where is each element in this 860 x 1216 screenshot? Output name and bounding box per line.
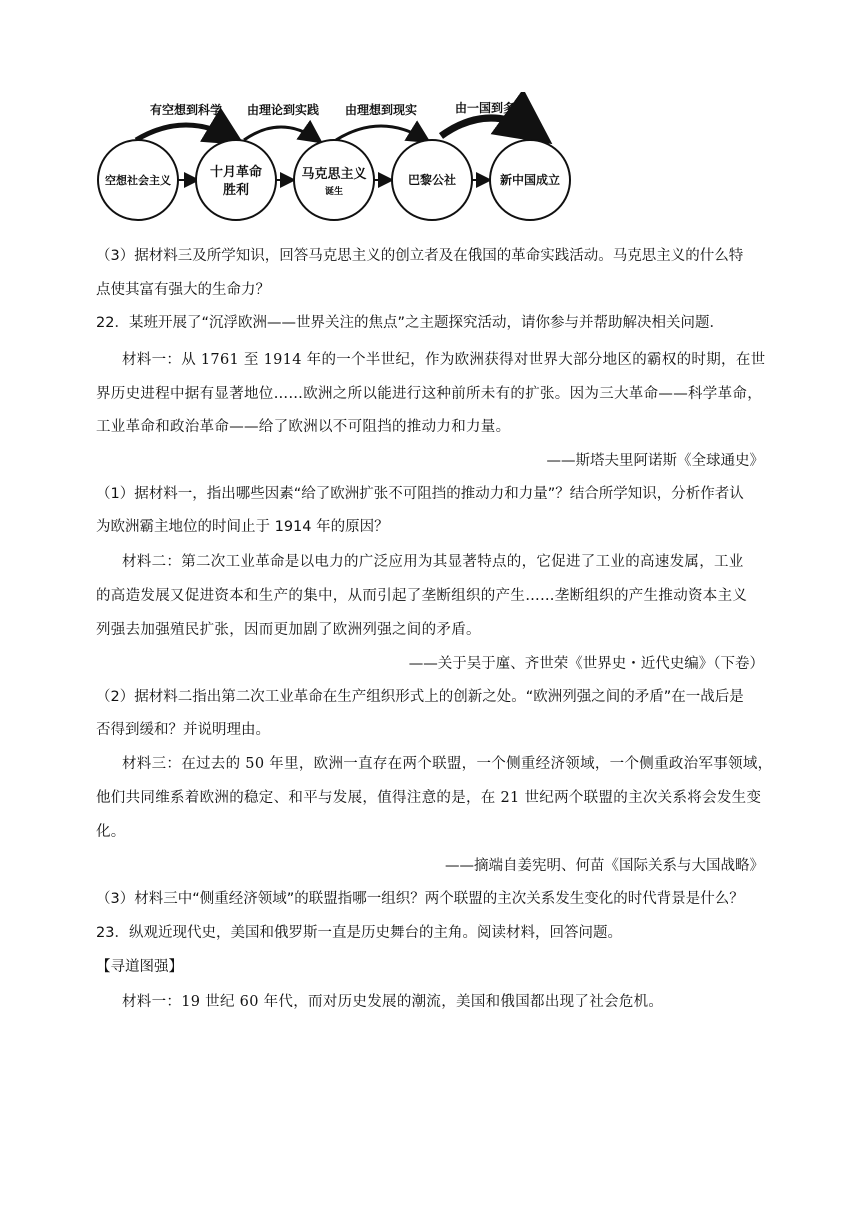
q22-1-line-2: 为欧洲霸主地位的时间止于 1914 年的原因？ [96,519,389,535]
node-label-5: 新中国成立 [499,173,561,187]
material-1-line-3: 工业革命和政治革命——给了欧洲以不可阻挡的推动力和力量。 [96,419,511,435]
material-2-line-1: 材料二：第二次工业革命是以电力的广泛应用为其显著特点的，它促进了工业的高速发属，工业 [122,554,744,570]
curve-arrow-1 [136,125,236,140]
material-1-line-1: 材料一：从 1761 至 1914 年的一个半世纪，作为欧洲获得对世界大部分地区的霸权的时期，在世 [122,352,766,368]
q21-3-line-1: （3）据材料三及所学知识，回答马克思主义的创立者及在俄国的革命实践活动。马克思主义的什么特 [96,248,744,264]
material-3-source: ——摘端自姜宪明、何苗《国际关系与大国战略》 [445,858,764,874]
curve-arrow-4 [441,118,541,136]
material-2-line-2: 的高造发展又促进资本和生产的集中，从而引起了垄断组织的产生……垄断组织的产生推动资本主义 [96,588,748,604]
flow-diagram-svg [96,92,596,232]
arrow-label-2: 由理论到实践 [246,103,320,117]
arrow-label-1: 有空想到科学 [149,103,223,117]
material-2-source: ——关于吴于廑、齐世荣《世界史・近代史编》（下卷） [408,656,764,672]
material-1-line-2: 界历史进程中据有显著地位……欧洲之所以能进行这种前所未有的扩张。因为三大革命——科学革命， [96,386,762,402]
material-2-line-3: 列强去加强殖民扩张，因而更加剧了欧洲列强之间的矛盾。 [96,622,481,638]
node-label-3b: 诞生 [324,187,344,197]
curve-arrow-3 [336,126,426,140]
section-heading: 【寻道图强】 [96,959,183,975]
material-3-line-1: 材料三：在过去的 50 年里，欧洲一直存在两个联盟，一个侧重经济领域，一个侧重政治军事领域， [122,756,773,772]
q22-title: 22．某班开展了“沉浮欧洲——世界关注的焦点”之主题探究活动，请你参与并帮助解决相关问题． [96,315,724,331]
node-label-3a: 马克思主义 [301,167,367,182]
arrow-label-4: 由一国到多国 [454,101,528,115]
node-label-2b: 胜利 [222,183,250,198]
node-label-1: 空想社会主义 [105,174,171,187]
q23-title: 23．纵观近现代史，美国和俄罗斯一直是历史舞台的主角。阅读材料，回答问题。 [96,925,622,941]
node-label-4: 巴黎公社 [407,173,457,187]
curve-arrow-2 [244,127,318,140]
material-3-line-3: 化。 [96,824,126,840]
q22-2-line-2: 否得到缓和？并说明理由。 [96,722,270,738]
material-1-source: ——斯塔夫里阿诺斯《全球通史》 [546,453,764,469]
q23-material-1: 材料一：19 世纪 60 年代，而对历史发展的潮流，美国和俄国都出现了社会危机。 [122,994,664,1010]
flow-diagram [96,92,596,232]
q22-3-line: （3）材料三中“侧重经济领域”的联盟指哪一组织？两个联盟的主次关系发生变化的时代背景是什么？ [96,891,744,907]
node-circle-2 [196,140,276,220]
q21-3-line-2: 点使其富有强大的生命力？ [96,282,270,298]
q22-1-line-1: （1）据材料一，指出哪些因素“给了欧洲扩张不可阻挡的推动力和力量”？结合所学知识，分析作者认 [96,486,744,502]
material-3-line-2: 他们共同维系着欧洲的稳定、和平与发展，值得注意的是，在 21 世纪两个联盟的主次关系将会发生变 [96,790,762,806]
arrow-label-3: 由理想到现实 [344,103,418,117]
node-label-2a: 十月革命 [209,165,263,180]
q22-2-line-1: （2）据材料二指出第二次工业革命在生产组织形式上的创新之处。“欧洲列强之间的矛盾”在一战后是 [96,689,744,705]
